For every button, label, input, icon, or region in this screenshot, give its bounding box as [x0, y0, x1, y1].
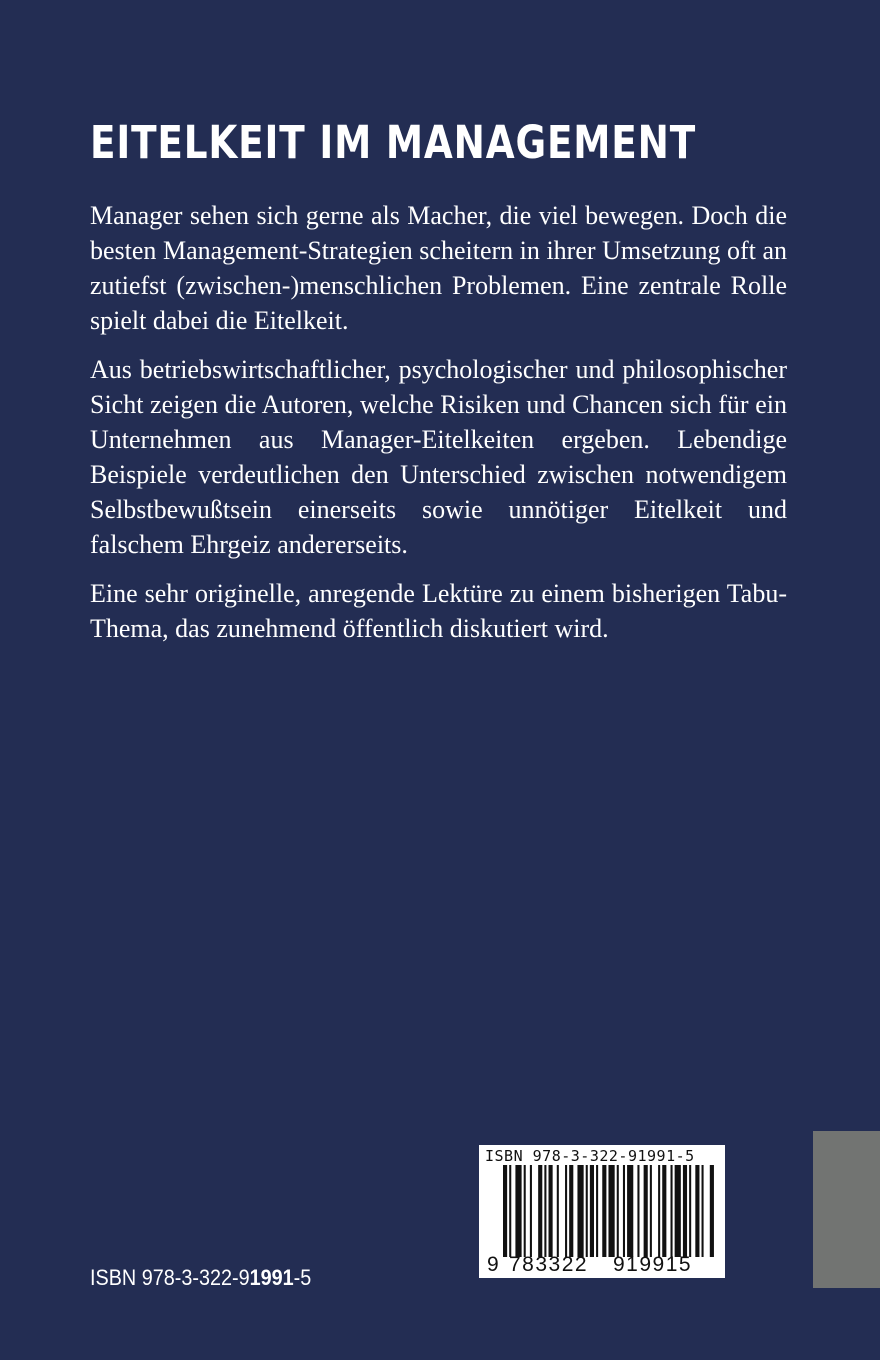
spine-color-tab [813, 1131, 880, 1288]
blurb-paragraph-1: Manager sehen sich gerne als Macher, die viel bewegen. Doch die besten Management-Strategien scheitern in ihrer Umsetzung oft an zutiefst (zwischen-)menschlichen Problemen. Eine zentrale Rolle spielt dabei die Eitelkeit. [90, 201, 787, 335]
blurb-paragraph-3: Eine sehr originelle, anregende Lektüre zu einem bisherigen Tabu-Thema, das zunehmend öffentlich diskutiert wird. [90, 579, 787, 643]
blurb [90, 198, 787, 660]
barcode-isbn-label: ISBN 978-3-322-91991-5 [485, 1147, 695, 1165]
barcode-bars [503, 1165, 716, 1257]
book-title: EITELKEIT IM MANAGEMENT [90, 116, 697, 169]
isbn-footer-bold: 1991 [249, 1265, 294, 1290]
barcode-digits-left: 783322 [509, 1253, 589, 1276]
isbn-footer [90, 1265, 311, 1291]
blurb-paragraph-2: Aus betriebswirtschaftlicher, psychologischer und philosophischer Sicht zeigen die Autoren, welche Risiken und Chancen sich für ein Unternehmen aus Manager-Eitelkeiten ergeben. Lebendige Beispiele verdeutlichen den Unterschied zwischen notwendigem Selbstbewußtsein einerseits sowie unnötiger Eitelkeit und falschem Ehrgeiz andererseits. [90, 355, 787, 559]
isbn-footer-suffix: -5 [293, 1265, 312, 1290]
barcode [479, 1145, 725, 1278]
barcode-digit-prefix: 9 [487, 1253, 499, 1276]
isbn-footer-prefix: ISBN 978-3-322-9 [90, 1265, 250, 1290]
barcode-digits-right: 919915 [613, 1253, 693, 1276]
